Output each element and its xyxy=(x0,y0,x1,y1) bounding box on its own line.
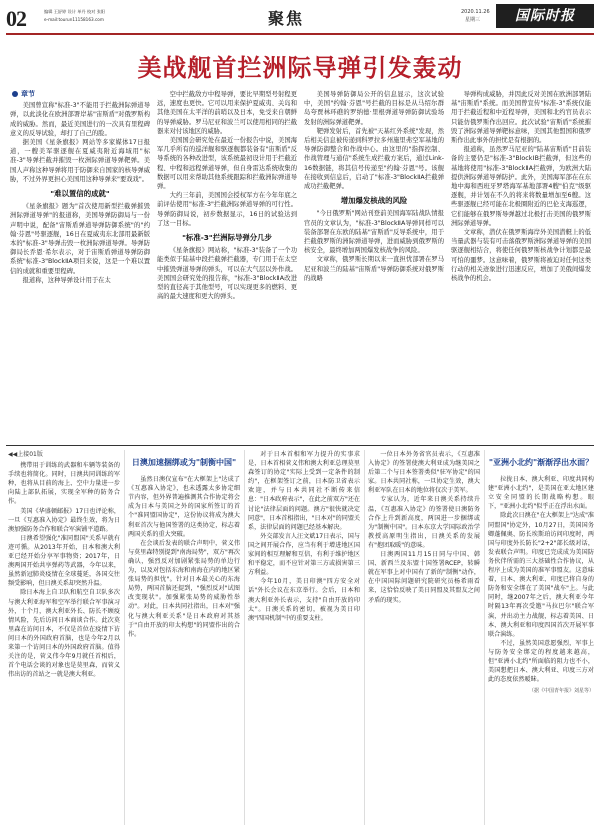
column-rule xyxy=(244,450,245,825)
paragraph: 美国国会研究处在最近一份报告中说，美国海军几乎所有的巡洋舰和驱逐舰都装备有"宙斯盾"反导系统的各种改进型，该系统最初设计用于拦截近程、中程和远程弹道导弹，但自身雷达系统收集的数据可以用来帮助其他系统跟踪和拦截洲际弹道导弹。 xyxy=(157,137,297,191)
article1-col1 xyxy=(10,90,150,440)
subheading: "标准-3"拦洲际导弹分几步 xyxy=(182,233,272,243)
paragraph: 文章称，俄罗斯长期以来一直担忧部署在罗马尼亚和波兰的陆基"宙斯盾"导弹防御系统对俄罗斯的战略 xyxy=(304,256,444,282)
issue-date: 2020.11.26 xyxy=(461,9,490,15)
paragraph: 日澳两国11月15日同与中国、韩国、新西兰及东盟十国签署RCEP，转瞬就在军事上对中国有了新的"制衡"动作，在中国国际问题研究院研究员杨希雨看来，这恰恰反映了美日同盟及其盟友之间矛盾的现实。 xyxy=(368,551,480,604)
article2-col4 xyxy=(368,450,480,825)
paragraph: 美国《华盛顿邮报》17日也评论称，一旦《互惠准入协定》最终生效，将为日澳加强防务合作和联合军演铺平道路。 xyxy=(8,507,120,533)
main-headline: 美战舰首拦洲际导弹引发轰动 xyxy=(137,54,463,82)
paragraph: 除日本海上自卫队和航空自卫队多次与澳大利亚海军和空军举行联合军事演习外，十个月，澳大利亚外长、防长不顾疫情风险，先后访问日本商谈合作。此次莫里森在访问日本，不仅是首位在疫情下访问日本的外国政府首脑，也是今年2月以来第一个访问日本的外国政府首脑。值得关注的是，菅义伟今年9月就任首相后，首个电话会谈的对象也是莫里森，而菅义伟出访的首站之一就是澳大利亚。 xyxy=(8,589,120,679)
subheading: "难以置信的成就" xyxy=(50,189,110,199)
article2-col2 xyxy=(128,450,240,825)
paragraph: 在会谈后发表的联合声明中，菅义伟与莫里森特别提到"南海局势"，双方"再次确认，强烈反对加剧紧张局势的单边行为，以及对包括东海和南海在内的地区紧张局势的担忧"。针对日本最关心的东海局势，两国首脑还提到，"强烈反对"试图改变现状"。加强紧张局势的威胁性举动"。对此，日本共同社指出，日本对"强化与澳大利亚关系"是日本政府对其基于"自由开放的印太构想"的同盟作出的合作。 xyxy=(128,539,240,638)
paragraph: 报道称，这种导弹设计用于在太 xyxy=(22,276,111,284)
paragraph: 专家认为，近年来日澳关系持续升温，《互惠准入协定》的签署使日澳防务合作上升到新高度，两国进一步捆绑或为"制衡中国"。日本东京大学国际政治学教授高原明生指出，日澳关系的发展有"抱团取暖"的意味。 xyxy=(368,496,480,549)
paragraph: 靶弹发射后，首先被"天基红外系统"发现，然后相关信息被传递到科罗拉多州施里弗空军基地的导弹防御整合和作战中心。由这里的"指挥控制、作战管理与通信"系统生成拦截方案后，通过Link-16数据链，将其信号传递至"约翰·芬恩"号。该舰在接收到信息后，启动了"标准-3"BlockⅡA拦截弹成功拦截靶弹。 xyxy=(304,127,444,191)
paragraph: 报道称，虽然罗马尼亚的"陆基宙斯盾"目前装备的主要仍是"标准-3"BlockⅠB拦截弹，但这些的基地将使用"标准-3"BlockⅡA拦截弹，为欧洲大陆提供洲际弹道导弹防护。此外，美国海军部在在东地中海和西班牙罗塔海军基地部署4艘"伯克"级驱逐舰，并计划在不久的将来将数量增加至6艘。这些驱逐舰已经可能在北极圈附近的巴伦支海巡逻，它们能够在俄罗斯导弹越过北极打击美国的俄罗斯洲际弹道导弹。 xyxy=(451,146,591,227)
paragraph: 虽然日澳仅宣布"在大框架上"达成了《互惠准入协定》，也未透露太多协定细节内容，但外界普遍推测其合作协定将会成为日本与美国之外的国家所签订的首个"准同盟国协定"，这份协议将成为澳大利亚首次与他国签署的这类协定，标志着两国关系的重大突破。 xyxy=(128,476,240,538)
subheading: 增加爆发核战的风险 xyxy=(340,196,408,206)
section-title: 聚焦 xyxy=(268,9,305,28)
paragraph: 一位日本外务省官员表示，《互惠准入协定》的签署使澳大利亚成为继美国之后第二个与日本签署类似"驻军协定"的国家。日本共同社称，一旦协定生效，澳大利亚军队在日本的地位将仅次于美军。 xyxy=(368,451,480,495)
byline-bullet-icon xyxy=(12,91,18,97)
continued-from-label: ◀◀上接01版 xyxy=(8,451,43,458)
header-rule xyxy=(6,33,594,35)
article2-col1 xyxy=(8,450,120,825)
source-credit: （据《中国青年报》刘星等） xyxy=(528,688,594,695)
article1-col4 xyxy=(451,90,591,440)
paragraph: 空中拦截敌方中程导弹，要比早期型号射程更远，速度也更快。它可以用来保护夏威夷、关岛和其他美国在太平洋的前哨以及日本，免受来自朝鲜的导弹威胁。罗马尼亚和波兰可以使用相同的拦截器来对付该地区的威胁。 xyxy=(157,91,297,135)
paragraph: 《星条旗报》网站称，"标准-3"装备了一个功能类似于陆基中段拦截弹拦截器，专门用于在太空中摧毁弹道导弹的弹头，可以在大气层以外作战。美国国会研究处的报告称，"标准-3"BlockⅡA改进型的直径高于其他型号，可以实现更多的燃料、更高的最大速度和更大的弹头。 xyxy=(157,247,297,301)
article1-col2 xyxy=(157,90,297,440)
subheading: "亚洲小北约"渐渐浮出水面？ xyxy=(488,458,594,467)
article2-col3 xyxy=(248,450,360,825)
paragraph: 除此次日澳在"在大框架上"达成"准同盟国"协定外，10月27日，美国国务卿蓬佩奥、防长埃斯珀访问印度时，两国与印度外长防长"2+2"部长级对话，发表联合声明。印度已完成成为美国防务伙伴所需的三大基础性合作协议，从程序上成为美国的准军事盟友。这意味着，日本、澳大利亚、印度已将自身的防务和安全绑在了美国"战车"上。与此同时，继2007年之后，澳大利亚今年时隔13年再次受邀"马拉巴尔"联合军演，并出动主力战舰，标志着美国、日本、澳大利亚和印度四国首次开展军事联合演练。 xyxy=(488,512,594,638)
issue-weekday: 星期三 xyxy=(465,17,481,23)
paragraph: 导弹构成威胁，并因此反对美国在欧洲部署陆基"宙斯盾"系统。而美国曾宣传"标准-3"系统仅能用于拦截近程和中近程导弹，美国和北约官员表示只能仿俄罗斯作出回应。此次试验"宙斯盾"系统摧毁了洲际弹道导弹靶标意味，美国其他盟国和俄罗斯作出此事外的担忧是有根据的。 xyxy=(451,91,591,145)
paragraph: 今年10月，美日印澳"四方安全对话"外长会议在东京举行。会后，日本和澳大利亚外长表示，支持"自由开放的印太"。日澳关系的密切，被视为美日印澳"四国机制"中的重要支柱。 xyxy=(248,578,360,622)
article2-col5 xyxy=(488,450,594,825)
page-header xyxy=(6,4,594,34)
page-number: 02 xyxy=(6,6,26,31)
newspaper-logo: 国际时报 xyxy=(496,4,594,28)
paragraph: 文章称，潜伏在俄罗斯海岸外美国潜艇上的低当量武器与装有可击落俄罗斯洲际弹道导弹的美国驱逐舰相结合，将使任何俄罗斯核战争计划都是最可怕的噩梦。这意味着，俄罗斯将被迫对任何这类行动的相关迹象进行迅速反应，增加了美俄间爆发核战争的机会。 xyxy=(451,229,591,283)
paragraph: 携带用于训练的武器和车辆等装备的手续也将简化。同时，日澳共同训练的军种，也将从目前的海上、空中力量进一步向陆上部队拓展，实现全军种的防务合作。 xyxy=(8,462,120,506)
contact-email: e-mail:tourun11158163.com xyxy=(44,17,104,22)
subheading: 日澳加速捆绑或为"制衡中国" xyxy=(131,458,237,467)
paragraph: 不过，虽然美国意愿强烈，军事上与防务安全绑定的程度越来越高，但"亚洲小北约"所面临的阻力也不小，美国想把日本、澳大利亚、印度三方对此的态度依然暧昧。 xyxy=(488,639,594,684)
paragraph: 《星条旗报》题为"首次使用新型拦截弹摧毁洲际弹道导弹"的报道称，美国导弹防御局与一份声明中说，配备"宙斯盾弹道导弹防御系统"的"约翰·芬恩"号驱逐舰，16日在夏威夷东北部用最新版本的"标准-3"导弹击毁一枚洲际弹道导弹。导弹防御局长乔恩·希尔表示，对于宙斯盾弹道导弹防御系统"标准-3"BlockⅡA项目来说，这是一个难以置信的成就和重要里程碑。 xyxy=(10,203,150,275)
article-main xyxy=(0,90,600,440)
section-divider xyxy=(6,445,594,446)
article-continued xyxy=(0,450,600,825)
paragraph: 美国曾宣称"标准-3"不能用于拦截洲际弹道导弹，以此淡化在欧洲部署岸基"宙斯盾"对俄罗斯构成的威胁。然而，最近美国进行的一次具有里程碑意义的反导试验，却打了自己的脸。 xyxy=(10,102,150,137)
paragraph: 拉拢日本、澳大利亚、印度共同构建"亚洲小北约"，是美国在亚太地区建立安全同盟的长期战略构想。眼下，"亚洲小北约"似乎正在浮出水面。 xyxy=(488,476,594,511)
column-rule xyxy=(484,450,485,825)
editor-credits: 编辑 王舒婷 设计 单丹 校对 张阳 xyxy=(44,9,106,14)
column-rule xyxy=(124,450,125,825)
article1-col3 xyxy=(304,90,444,440)
paragraph: 大约三年前，美国国会授权军方在今年年底之前评估使用"标准-3"拦截洲际弹道导弹的可行性。导弹防御局说，初步数据显示，16日的试验达到了这一目标。 xyxy=(157,192,297,227)
paragraph: 外交部发言人汪文斌17日表示，国与国之间开展合作，应当有利于增进地区国家间的相互理解和互信，有利于维护地区和平稳定，而不应针对第三方或损害第三方利益。 xyxy=(248,532,360,577)
byline: 章节 xyxy=(12,90,150,99)
paragraph: "今日俄罗斯"网站刊登前美国海军陆战队情报官员的文章认为，"标准-3"BlockⅡA导弹同样可以装备部署在东欧的陆基"宙斯盾"反导系统中，用于拦截俄罗斯的洲际弹道导弹，进而威胁到俄罗斯的核安全，最终增加两国爆发核战争的风险。 xyxy=(304,210,444,255)
column-rule xyxy=(364,450,365,825)
paragraph: 对于日本首相和军力提升的实事求是，日本首相菅义伟和澳大利亚总理莫里森签订的协定"实际上受到一定条件的制约"，在框架签订之前，日本防卫省表示欢迎，并与日本共同社不断传来信息："日本政府表示"，在此之前双方"还在讨论"法律层面的问题。澳方"很快就决定同意"，日本首相指出，"日本对"的同盟关系，法律层面的问题已经基本解决。 xyxy=(248,451,360,531)
paragraph: 据美国《星条旗报》网站等多家媒体17日报道，一艘美军驱逐舰在夏威夷附近海域用"标准-3"导弹拦截并摧毁一枚洲际弹道导弹靶弹。美国人声称这种导弹将用于防御来自国家的核导弹威胁，不过外界更担心美国用这种导弹来"要戏戏"。 xyxy=(10,139,150,183)
paragraph: 美国导弹防御局公开的信息显示，这次试验中，美国"约翰·芬恩"号拦截的目标是从马绍尔群岛夸贾林环礁的罗纳德·里根弹道导弹防御试验场发射的洲际弹道靶弹。 xyxy=(304,91,444,126)
paragraph: 日澳希望强化"准同盟国"关系早就有迹可循。从2013年开始，日本和澳大利亚已经开始分享军事物资；2017年，日澳两国开始共享弹药等武器，今年以来，虽然新冠肺炎疫情在全球蔓延，各国交往频受影响，但日澳关系却突然升温。 xyxy=(8,534,120,588)
